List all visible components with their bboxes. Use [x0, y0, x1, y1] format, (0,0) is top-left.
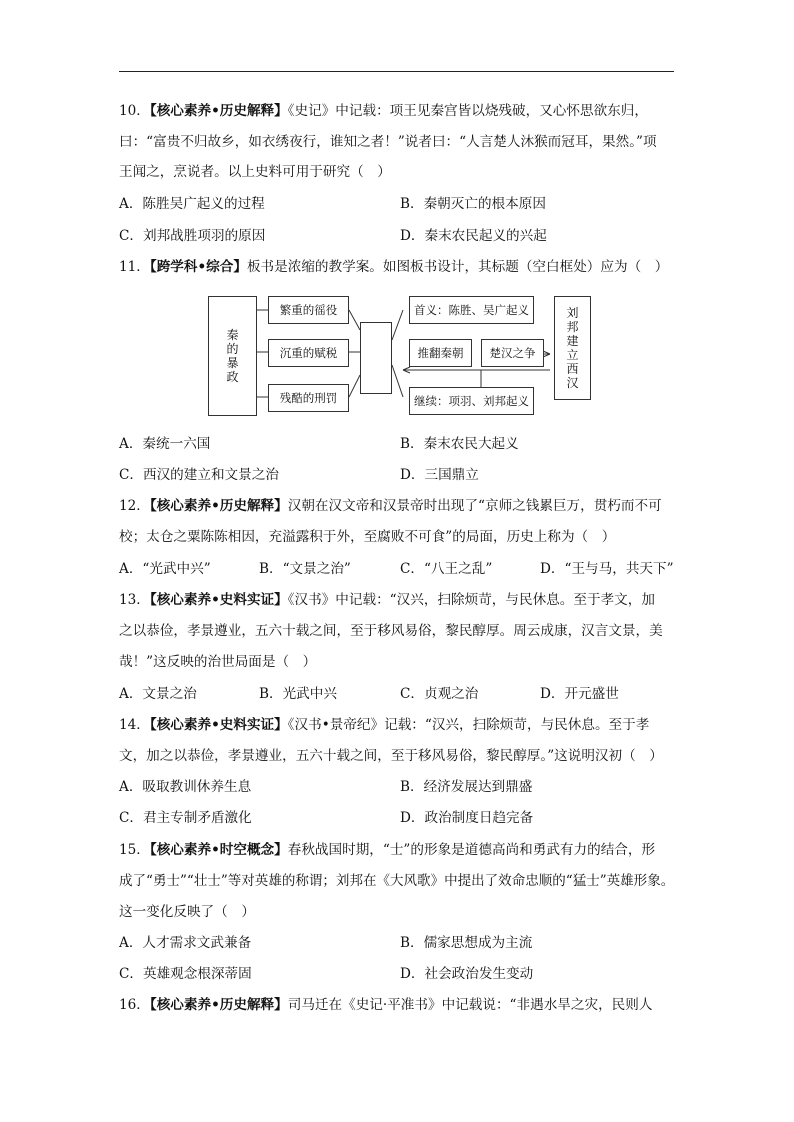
blank-title-box	[360, 322, 392, 394]
overthrow-qin-box: 推翻秦朝	[409, 339, 472, 367]
continued-uprising-box: 继续：项羽、刘邦起义	[409, 387, 534, 415]
q15-option-d: D．社会政治发生变动	[400, 966, 534, 982]
q10-line1: 10．【核心素养•历史解释】《史记》中记载：项王见秦宫皆以烧残破，又心怀思欲东归，	[119, 103, 648, 119]
q12-option-d: D．“王与马，共天下”	[540, 561, 674, 577]
q13-option-a: A．文景之治	[119, 686, 197, 702]
q11-option-a: A．秦统一六国	[119, 436, 211, 452]
q15-line3: 这一变化反映了（ ）	[119, 904, 255, 920]
heavy-corvee-box: 繁重的徭役	[268, 296, 349, 324]
q12-option-a: A．“光武中兴”	[119, 561, 211, 577]
q11-option-b: B．秦末农民大起义	[400, 436, 519, 452]
q11-option-d: D．三国鼎立	[400, 467, 479, 483]
q14-line2: 文，加之以恭俭，孝景遵业，五六十载之间，至于移风易俗，黎民醇厚。”这说明汉初（ ）	[119, 748, 663, 764]
q12-option-c: C．“八王之乱”	[400, 561, 493, 577]
q13-option-d: D．开元盛世	[540, 686, 619, 702]
heavy-tax-box: 沉重的赋税	[268, 339, 349, 367]
q10-option-d: D．秦末农民起义的兴起	[400, 228, 547, 244]
q12-option-b: B．“文景之治”	[259, 561, 351, 577]
q11-option-c: C．西汉的建立和文景之治	[119, 467, 279, 483]
q10-option-b: B．秦朝灭亡的根本原因	[400, 196, 546, 212]
q10-option-c: C．刘邦战胜项羽的原因	[119, 228, 266, 244]
header-rule	[119, 71, 674, 72]
q14-option-b: B．经济发展达到鼎盛	[400, 779, 533, 795]
q11-line1: 11．【跨学科•综合】板书是浓缩的教学案。如图板书设计，其标题（空白框处）应为（ ）	[119, 259, 669, 275]
q13-option-b: B．光武中兴	[259, 686, 337, 702]
q15-option-b: B．儒家思想成为主流	[400, 935, 533, 951]
q13-line1: 13．【核心素养•史料实证】《汉书》中记载：“汉兴，扫除烦苛，与民休息。至于孝文，加	[119, 592, 655, 608]
q13-line2: 之以恭俭，孝景遵业，五六十载之间，至于移风易俗，黎民醇厚。周云成康，汉言文景，美	[119, 623, 663, 639]
q14-option-c: C．君主专制矛盾激化	[119, 810, 252, 826]
q15-line2: 成了“勇士”“壮士”等对英雄的称谓；刘邦在《大风歌》中提出了效命忠顺的“猛士”英雄形象。	[119, 873, 675, 889]
q12-line2: 校；太仓之粟陈陈相因，充溢露积于外，至腐败不可食”的局面，历史上称为（ ）	[119, 529, 616, 545]
q15-line1: 15．【核心素养•时空概念】春秋战国时期，“士”的形象是道德高尚和勇武有力的结合，形	[119, 842, 656, 858]
q15-option-c: C．英雄观念根深蒂固	[119, 966, 252, 982]
liubang-western-han-box: 刘 邦 建 立 西 汉	[554, 296, 591, 400]
q14-line1: 14．【核心素养•史料实证】《汉书•景帝纪》记载：“汉兴，扫除烦苛，与民休息。至于孝	[119, 717, 650, 733]
q14-option-d: D．政治制度日趋完备	[400, 810, 534, 826]
q10-line2: 曰：“富贵不归故乡，如衣绣夜行，谁知之者！”说者曰：“人言楚人沐猴而冠耳，果然。”项	[119, 134, 657, 150]
harsh-punishment-box: 残酷的刑罚	[268, 384, 349, 412]
q14-option-a: A．吸取教训休养生息	[119, 779, 252, 795]
q13-option-c: C．贞观之治	[400, 686, 479, 702]
q10-line3: 王闻之，烹说者。以上史料可用于研究（ ）	[119, 164, 391, 180]
q13-line3: 哉！”这反映的治世局面是（ ）	[119, 654, 317, 670]
q10-option-a: A．陈胜吴广起义的过程	[119, 196, 265, 212]
q15-option-a: A．人才需求文武兼备	[119, 935, 252, 951]
q16-line1: 16．【核心素养•历史解释】司马迁在《史记·平准书》中记载说：“非遇水旱之灾，民则人	[119, 997, 653, 1013]
q12-line1: 12．【核心素养•历史解释】汉朝在汉文帝和汉景帝时出现了“京师之钱累巨万，贯朽而不可	[119, 498, 662, 514]
first-uprising-box: 首义：陈胜、吴广起义	[409, 296, 534, 324]
qin-tyranny-box: 秦 的 暴 政	[208, 296, 257, 416]
chu-han-war-box: 楚汉之争	[481, 339, 544, 367]
q11-diagram	[205, 290, 595, 420]
